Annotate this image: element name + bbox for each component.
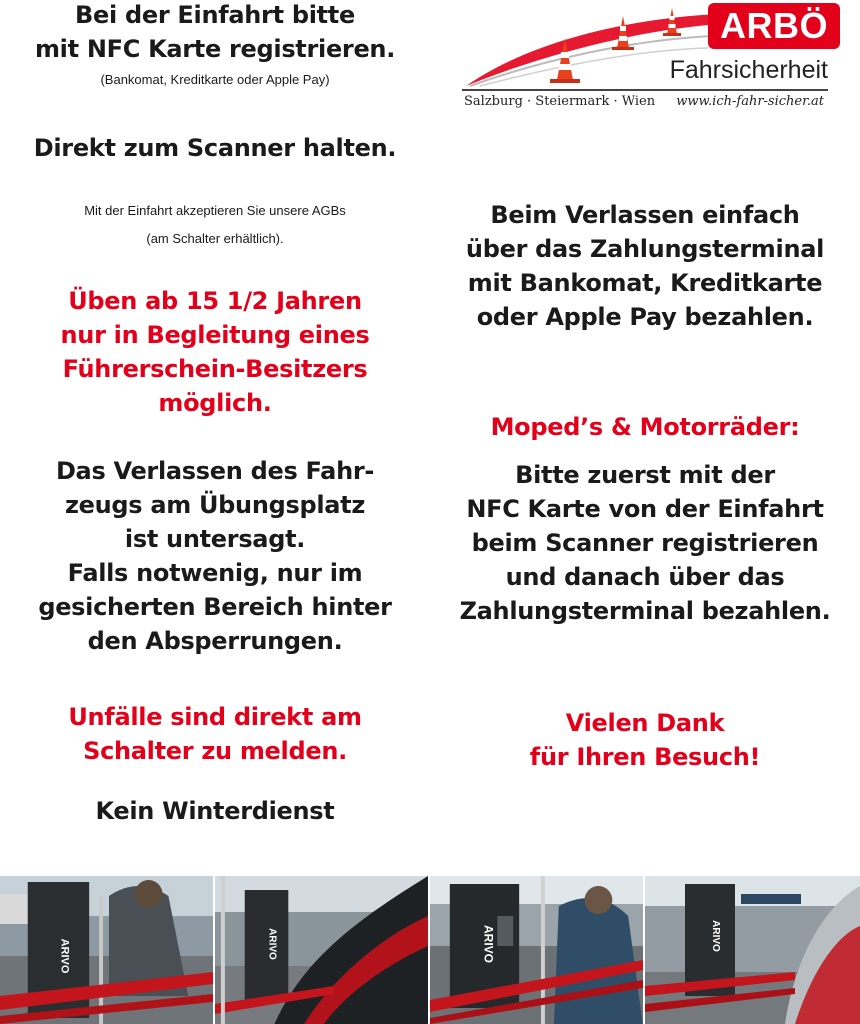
moped-instructions: Bitte zuerst mit der NFC Karte von der Einfahrt beim Scanner registrieren und danach über das Zahlungsterminal bezahlen. — [459, 461, 831, 625]
brand-name: ARBÖ — [720, 5, 828, 46]
intro-note: (Bankomat, Kreditkarte oder Apple Pay) — [100, 72, 330, 87]
scanner-photo-4 — [645, 876, 860, 1024]
accident-notice: Unfälle sind direkt am Schalter zu melden. — [68, 703, 362, 765]
photo-strip — [0, 876, 860, 1024]
agb-note: Mit der Einfahrt akzeptieren Sie unsere AGBs (am Schalter erhältlich). — [84, 203, 346, 246]
scanner-photo-image — [0, 876, 213, 1024]
brand-subtitle: Fahrsicherheit — [669, 56, 828, 84]
scanner-photo-1 — [0, 876, 215, 1024]
terminal-brand-label: ARIVO — [58, 938, 71, 974]
moped-heading: Moped’s & Motorräder: — [490, 413, 800, 441]
website-link[interactable]: www.ich-fahr-sicher.at — [676, 94, 824, 109]
terminal-brand-label: ARIVO — [266, 928, 278, 960]
winter-notice: Kein Winterdienst — [95, 797, 335, 825]
exit-payment-text: Beim Verlassen einfach über das Zahlungsterminal mit Bankomat, Kreditkarte oder Apple Pay bezahlen. — [465, 201, 825, 331]
thanks-message: Vielen Dank für Ihren Besuch! — [529, 709, 761, 771]
scanner-photo-2 — [215, 876, 430, 1024]
scanner-instruction: Direkt zum Scanner halten. — [33, 134, 397, 162]
scanner-photo-image — [430, 876, 643, 1024]
scanner-photo-3 — [430, 876, 645, 1024]
right-column — [430, 0, 860, 860]
scanner-photo-image — [215, 876, 428, 1024]
terminal-brand-label: ARIVO — [481, 925, 496, 963]
intro-text: Bei der Einfahrt bitte mit NFC Karte registrieren. — [34, 1, 396, 63]
age-notice: Üben ab 15 1/2 Jahren nur in Begleitung eines Führerschein-Besitzers möglich. — [60, 287, 370, 417]
scanner-photo-image — [645, 876, 860, 1024]
terminal-brand-label: ARIVO — [710, 920, 721, 952]
leave-vehicle-notice: Das Verlassen des Fahr- zeugs am Übungsplatz ist untersagt. Falls notwenig, nur im gesicherten Bereich hinter den Absperrungen. — [38, 457, 392, 655]
left-column — [0, 0, 430, 860]
regions-text: Salzburg · Steiermark · Wien — [464, 94, 656, 109]
